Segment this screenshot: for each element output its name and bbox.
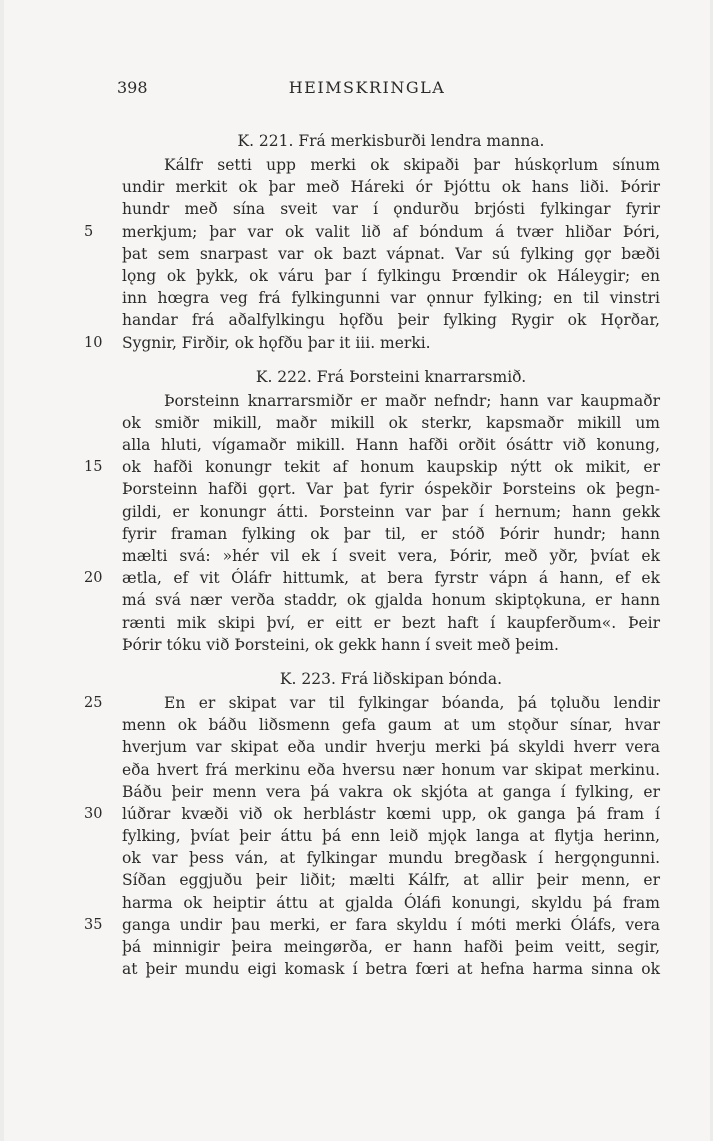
text-line	[122, 825, 660, 847]
line-number: 15	[84, 459, 103, 476]
line-text: undir merkit ok þar með Háreki ór Þjóttu ok hans liði. Þórir	[122, 178, 660, 197]
line-number: 35	[84, 916, 103, 933]
line-text: harma ok heiptir áttu at gjalda Óláfi konungi, skyldu þá fram	[122, 893, 660, 912]
line-text: Þórir tóku við Þorsteini, ok gekk hann í sveit með þeim.	[122, 635, 559, 654]
text-line	[122, 545, 660, 567]
line-number: 25	[84, 694, 103, 711]
line-text: Kálfr setti upp merki ok skipaði þar húskǫrlum sínum	[164, 156, 660, 174]
line-text: Sygnir, Firðir, ok hǫfðu þar it iii. merki.	[122, 333, 431, 352]
text-line	[122, 589, 660, 611]
line-number: 20	[84, 570, 103, 587]
text-line	[122, 287, 660, 309]
text-line	[122, 892, 660, 914]
line-text: Síðan eggjuðu þeir liðit; mælti Kálfr, at allir þeir menn, er	[122, 871, 660, 890]
text-line	[84, 803, 660, 825]
text-line	[122, 243, 660, 265]
page-header	[4, 78, 710, 102]
running-head: HEIMSKRINGLA	[288, 78, 446, 97]
line-text: handar frá aðalfylkingu hǫfðu þeir fylking Rygir ok Hǫrðar,	[122, 311, 660, 330]
text-line	[84, 456, 660, 478]
line-text: menn ok báðu liðsmenn gefa gaum at um stǫður sínar, hvar	[122, 716, 660, 735]
text-line	[122, 265, 660, 287]
line-number: 5	[84, 223, 94, 240]
line-text: lúðrar kvæði við ok herblástr kœmi upp, ok ganga þá fram í	[122, 804, 660, 823]
text-line	[122, 612, 660, 634]
line-text: merkjum; þar var ok valit lið af bóndum á tvær hliðar Þóri,	[122, 222, 660, 241]
line-text: ok smiðr mikill, maðr mikill ok sterkr, kapsmaðr mikill um	[122, 413, 660, 432]
section-gap	[122, 354, 660, 364]
line-text: Báðu þeir menn vera þá vakra ok skjóta at ganga í fylking, er	[122, 782, 660, 801]
book-page	[4, 0, 710, 1141]
line-text: ok hafði konungr tekit af honum kaupskip nýtt ok mikit, er	[122, 458, 660, 477]
text-line	[122, 936, 660, 958]
section-gap	[122, 656, 660, 666]
line-text: hverjum var skipat eða undir hverju merki þá skyldi hverr vera	[122, 738, 660, 757]
line-text: En er skipat var til fylkingar bóanda, þá tǫluðu lendir	[164, 693, 660, 712]
text-line	[122, 714, 660, 736]
line-text: ok var þess ván, at fylkingar mundu bregðask í hergǫngunni.	[122, 849, 660, 868]
chapter-heading: K. 223. Frá liðskipan bónda.	[279, 669, 503, 688]
text-line	[122, 847, 660, 869]
page-body	[84, 128, 660, 980]
line-text: fyrir framan fylking ok þar til, er stóð Þórir hundr; hann	[122, 524, 660, 543]
line-text: ganga undir þau merki, er fara skyldu í móti merki Óláfs, vera	[122, 915, 660, 934]
text-line	[122, 412, 660, 434]
line-text: Þorsteinn knarrarsmiðr er maðr nefndr; hann var kaupmaðr	[164, 391, 660, 410]
line-text: alla hluti, vígamaðr mikill. Hann hafði orðit ósáttr við konung,	[122, 436, 660, 455]
text-line	[84, 914, 660, 936]
page-number: 398	[117, 78, 148, 97]
line-text: inn hœgra veg frá fylkingunni var ǫnnur fylking; en til vinstri	[122, 289, 660, 308]
line-text: mælti svá: »hér vil ek í sveit vera, Þórir, með yðr, þvíat ek	[122, 547, 660, 565]
text-line	[122, 390, 660, 412]
text-line	[122, 869, 660, 891]
line-text: gildi, er konungr átti. Þorsteinn var þar í hernum; hann gekk	[122, 502, 660, 521]
text-line	[84, 332, 660, 354]
line-text: rænti mik skipi því, er eitt er bezt haft í kaupferðum«. Þeir	[122, 613, 660, 632]
line-text: lǫng ok þykk, ok váru þar í fylkingu Þrœndir ok Háleygir; en	[122, 266, 660, 285]
line-text: ætla, ef vit Óláfr hittumk, at bera fyrstr vápn á hann, ef ek	[122, 569, 660, 588]
text-line	[122, 176, 660, 198]
text-line	[122, 478, 660, 500]
text-line	[122, 434, 660, 456]
text-line	[84, 221, 660, 243]
text-line	[122, 759, 660, 781]
line-text: má svá nær verða staddr, ok gjalda honum skiptǫkuna, er hann	[122, 591, 660, 610]
text-line	[84, 692, 660, 714]
text-line	[122, 958, 660, 980]
text-line	[84, 567, 660, 589]
chapter-heading: K. 221. Frá merkisburði lendra manna.	[237, 132, 545, 150]
text-line	[122, 154, 660, 176]
text-line	[122, 501, 660, 523]
line-text: at þeir mundu eigi komask í betra fœri at hefna harma sinna ok	[122, 960, 660, 979]
line-text: þat sem snarpast var ok bazt vápnat. Var sú fylking gǫr bæði	[122, 244, 660, 263]
chapter-heading: K. 222. Frá Þorsteini knarrarsmið.	[255, 367, 527, 386]
line-text: eða hvert frá merkinu eða hversu nær honum var skipat merkinu.	[122, 760, 660, 779]
line-text: þá minnigir þeira meingørða, er hann hafði þeim veitt, segir,	[122, 938, 660, 956]
line-text: Þorsteinn hafði gǫrt. Var þat fyrir óspekðir Þorsteins ok þegn-	[122, 480, 660, 499]
text-line	[122, 523, 660, 545]
text-line	[122, 781, 660, 803]
line-text: fylking, þvíat þeir áttu þá enn leið mjǫk langa at flytja herinn,	[122, 827, 660, 846]
text-line	[122, 736, 660, 758]
line-text: hundr með sína sveit var í ǫndurðu brjósti fylkingar fyrir	[122, 200, 660, 219]
line-number: 10	[84, 334, 103, 351]
line-number: 30	[84, 805, 103, 822]
text-line	[122, 634, 660, 656]
text-line	[122, 198, 660, 220]
text-line	[122, 309, 660, 331]
